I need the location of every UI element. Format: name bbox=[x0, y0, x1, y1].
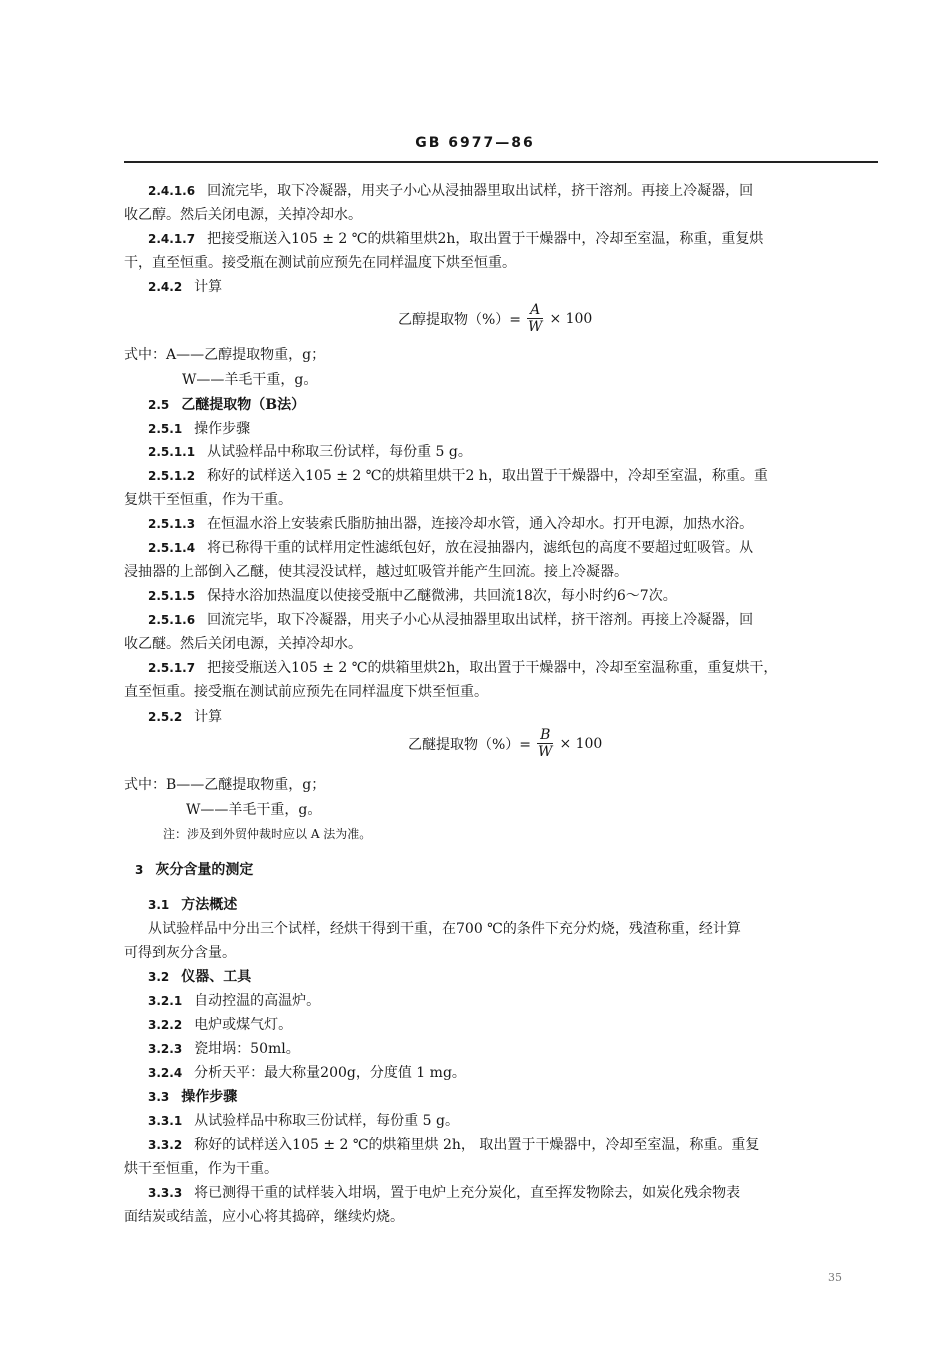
text-line bbox=[148, 659, 777, 677]
text-line bbox=[148, 611, 753, 629]
text-line bbox=[148, 182, 753, 200]
text-line bbox=[148, 1040, 300, 1058]
line-text: 瓷坩埚：50ml。 bbox=[194, 1041, 300, 1057]
formula-rhs: × 100 bbox=[549, 310, 593, 327]
line-text: 收乙醚。然后关闭电源，关掉冷却水。 bbox=[124, 636, 362, 652]
section-number: 2.4.2 bbox=[148, 280, 183, 294]
formula-fraction bbox=[535, 727, 555, 760]
text-line bbox=[148, 1064, 466, 1082]
line-text: 保持水浴加热温度以使接受瓶中乙醚微沸，共回流18次，每小时约6～7次。 bbox=[207, 588, 677, 604]
line-text: 复烘干至恒重，作为干重。 bbox=[124, 492, 292, 508]
line-text: 从试验样品中称取三份试样，每份重 5 g。 bbox=[207, 444, 472, 460]
line-text: 将已测得干重的试样装入坩埚，置于电炉上充分炭化，直至挥发物除去，如炭化残余物表 bbox=[194, 1185, 741, 1201]
section-number: 2.4.1.6 bbox=[148, 184, 196, 198]
text-line bbox=[148, 896, 237, 914]
fraction-denominator: W bbox=[538, 744, 553, 760]
line-text: 回流完毕，取下冷凝器，用夹子小心从浸抽器里取出试样，挤干溶剂。再接上冷凝器，回 bbox=[207, 612, 754, 628]
document-header: GB 6977—86 bbox=[415, 135, 535, 151]
fraction-denominator: W bbox=[528, 319, 543, 335]
text-line bbox=[148, 420, 250, 438]
section-number: 2.5 bbox=[148, 398, 170, 412]
line-text: 乙醚提取物（B法） bbox=[181, 397, 306, 413]
text-line bbox=[124, 776, 325, 794]
section-number: 3.2 bbox=[148, 970, 170, 984]
line-text: W——羊毛干重，g。 bbox=[182, 372, 318, 388]
line-text: 从试验样品中分出三个试样，经烘干得到干重，在700 ℃的条件下充分灼烧，残渣称重，经计算 bbox=[148, 921, 741, 937]
line-text: 把接受瓶送入105 ± 2 ℃的烘箱里烘2h，取出置于干燥器中，冷却至室温，称重，重复烘 bbox=[207, 231, 764, 247]
line-text: 烘干至恒重，作为干重。 bbox=[124, 1161, 278, 1177]
text-line bbox=[124, 635, 362, 653]
section-number: 3 bbox=[135, 863, 144, 877]
section-number: 2.5.1.3 bbox=[148, 517, 196, 531]
text-line bbox=[148, 968, 251, 986]
text-line bbox=[124, 563, 628, 581]
line-text: 操作步骤 bbox=[181, 1089, 238, 1105]
ether-extract-formula bbox=[408, 727, 602, 760]
line-text: 将已称得干重的试样用定性滤纸包好，放在浸抽器内，滤纸包的高度不要超过虹吸管。从 bbox=[207, 540, 754, 556]
text-line bbox=[148, 515, 753, 533]
line-text: 浸抽器的上部倒入乙醚，使其浸没试样，越过虹吸管并能产生回流。接上冷凝器。 bbox=[124, 564, 628, 580]
section-number: 3.2.3 bbox=[148, 1042, 183, 1056]
section-number: 2.5.1 bbox=[148, 422, 183, 436]
text-line bbox=[148, 708, 222, 726]
section-number: 3.2.2 bbox=[148, 1018, 183, 1032]
formula-fraction bbox=[525, 302, 545, 335]
text-line bbox=[124, 1160, 278, 1178]
text-line bbox=[124, 491, 292, 509]
formula-lhs: 乙醇提取物（%）= bbox=[398, 311, 522, 328]
line-text: 方法概述 bbox=[181, 897, 238, 913]
text-line bbox=[148, 587, 677, 605]
line-text: 在恒温水浴上安装索氏脂肪抽出器，连接冷却水管，通入冷却水。打开电源，加热水浴。 bbox=[207, 516, 754, 532]
section-number: 3.3.1 bbox=[148, 1114, 183, 1128]
section-number: 2.5.1.1 bbox=[148, 445, 196, 459]
section-number: 2.5.1.7 bbox=[148, 661, 196, 675]
line-text: 注：涉及到外贸仲裁时应以 A 法为准。 bbox=[163, 827, 372, 841]
line-text: 电炉或煤气灯。 bbox=[194, 1017, 293, 1033]
fraction-numerator: A bbox=[527, 302, 543, 319]
line-text: 计算 bbox=[194, 279, 223, 295]
line-text: 把接受瓶送入105 ± 2 ℃的烘箱里烘2h，取出置于干燥器中，冷却至室温称重，重复烘干， bbox=[207, 660, 778, 676]
line-text: 分析天平：最大称量200g，分度值 1 mg。 bbox=[194, 1065, 466, 1081]
line-text: 式中：B——乙醚提取物重，g； bbox=[124, 777, 326, 793]
line-text: 自动控温的高温炉。 bbox=[194, 993, 321, 1009]
line-text: 回流完毕，取下冷凝器，用夹子小心从浸抽器里取出试样，挤干溶剂。再接上冷凝器，回 bbox=[207, 183, 754, 199]
section-number: 2.5.1.2 bbox=[148, 469, 196, 483]
line-text: 收乙醇。然后关闭电源，关掉冷却水。 bbox=[124, 207, 362, 223]
fraction-numerator: B bbox=[537, 727, 553, 744]
section-number: 2.4.1.7 bbox=[148, 232, 196, 246]
text-line bbox=[148, 443, 472, 461]
text-line bbox=[148, 920, 741, 938]
line-text: 可得到灰分含量。 bbox=[124, 945, 236, 961]
line-text: 称好的试样送入105 ± 2 ℃的烘箱里烘 2h， 取出置于干燥器中，冷却至室温，称重。重复 bbox=[194, 1137, 760, 1153]
text-line bbox=[182, 371, 317, 389]
text-line bbox=[148, 1184, 740, 1202]
text-line bbox=[124, 1208, 404, 1226]
text-line bbox=[148, 396, 305, 414]
text-line bbox=[148, 992, 320, 1010]
text-line bbox=[186, 801, 321, 819]
text-line bbox=[148, 1088, 237, 1106]
section-number: 3.3 bbox=[148, 1090, 170, 1104]
section-number: 2.5.1.5 bbox=[148, 589, 196, 603]
note-line bbox=[163, 825, 371, 843]
line-text: 仪器、工具 bbox=[181, 969, 252, 985]
text-line bbox=[124, 206, 362, 224]
line-text: 从试验样品中称取三份试样，每份重 5 g。 bbox=[194, 1113, 459, 1129]
text-line bbox=[124, 346, 325, 364]
line-text: 灰分含量的测定 bbox=[155, 862, 254, 878]
text-line bbox=[124, 254, 516, 272]
section-number: 3.3.2 bbox=[148, 1138, 183, 1152]
text-line bbox=[148, 1136, 759, 1154]
line-text: 式中：A——乙醇提取物重，g； bbox=[124, 347, 326, 363]
section-number: 2.5.1.4 bbox=[148, 541, 196, 555]
text-line bbox=[148, 230, 763, 248]
text-line bbox=[124, 683, 488, 701]
text-line bbox=[124, 944, 236, 962]
section-number: 2.5.1.6 bbox=[148, 613, 196, 627]
line-text: 面结炭或结盖，应小心将其捣碎，继续灼烧。 bbox=[124, 1209, 404, 1225]
text-line bbox=[148, 278, 222, 296]
section-number: 3.1 bbox=[148, 898, 170, 912]
line-text: 计算 bbox=[194, 709, 223, 725]
text-line bbox=[148, 467, 768, 485]
line-text: 干，直至恒重。接受瓶在测试前应预先在同样温度下烘至恒重。 bbox=[124, 255, 516, 271]
line-text: 称好的试样送入105 ± 2 ℃的烘箱里烘干2 h，取出置于干燥器中，冷却至室温，称重。重 bbox=[207, 468, 768, 484]
line-text: W——羊毛干重，g。 bbox=[186, 802, 322, 818]
formula-rhs: × 100 bbox=[559, 735, 603, 752]
text-line bbox=[148, 539, 753, 557]
section-number: 3.2.1 bbox=[148, 994, 183, 1008]
section-heading bbox=[135, 861, 253, 879]
page-number: 35 bbox=[828, 1271, 842, 1284]
section-number: 2.5.2 bbox=[148, 710, 183, 724]
formula-lhs: 乙醚提取物（%）= bbox=[408, 736, 532, 753]
text-line bbox=[148, 1016, 292, 1034]
line-text: 直至恒重。接受瓶在测试前应预先在同样温度下烘至恒重。 bbox=[124, 684, 488, 700]
header-rule bbox=[124, 161, 878, 163]
section-number: 3.2.4 bbox=[148, 1066, 183, 1080]
section-number: 3.3.3 bbox=[148, 1186, 183, 1200]
text-line bbox=[148, 1112, 459, 1130]
line-text: 操作步骤 bbox=[194, 421, 251, 437]
ethanol-extract-formula bbox=[398, 302, 592, 335]
